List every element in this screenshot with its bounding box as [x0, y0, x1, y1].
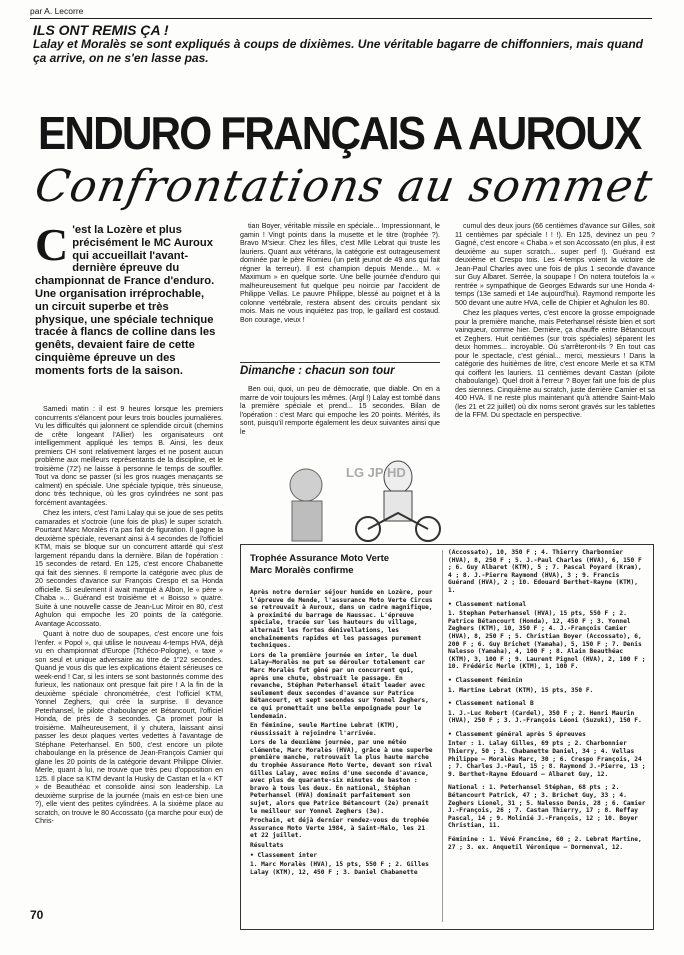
- box-right-text: [448, 549, 648, 853]
- paragraph: Quant à notre duo de soupapes, c'est encore une fois l'enfer. « Popol », qui utilise le nouveau 4-temps HVA, déjà vu en championnat d'Europe (Tchéco-Pologne), « taxe » son seul et unique adversaire au titre de 1"22 secondes. Quand je vous dis que les explications étaient sérieuses ce week-end ! Car, si les inters se sont bastonnés comme des furieux, les nationaux ont presque fait pire ! A la fin de la deuxième spéciale chronométrée, c'est l'officiel KTM, Yonnel Zeghers, qui crée la surprise. Il devance Peterhansel, le pilote chaboulange et Bétancourt, l'officiel Honda, de près de 3 secondes. Ça promet pour la troisième. Malheureusement, il y chutera, laissant ainsi passer les deux plaques vertes vedettes à l'avantage de Stéphane Peterhansel. En 500, c'est encore un pilote chaboulange en la présence de Jean-François Camier qui glane les 20 points de la catégorie devant Philippe Olivier. Merle, quant à lui, ne trouve que très peu d'opposition en 125. Il place sa KTM devant la Husky de Castan et la « KT » de Beauthéac et consolide ainsi son leadership. La deuxième surprise de la journée (mais en est-ce bien une ?), elle vient des petites cylindrées. A la sixième place au scratch, on trouve le 80 Accossato (ça marche pour eux) de Chris-: [35, 630, 223, 825]
- results-text: (Accossato), 10, 350 F ; 4. Thierry Charbonnier (HVA), 8, 250 F ; 5. J.-Paul Charles (HVA), 6, 150 F ; 6. Guy Albaret (KTM), 5 ; 7. Pascal Poyard (Kram), 4 ; 8. J.-Pierre Raymond (HVA), 3 ; 9. Francis Guérand (HVA), 2 ; 10. Edouard Berthet-Rayne (KTM), 1.: [448, 549, 642, 594]
- results-subheading: • Classement national: [448, 600, 527, 608]
- rider-illustration: [268, 455, 450, 543]
- box-divider: [442, 550, 443, 922]
- column-1: [35, 405, 223, 828]
- paragraph: Lors de la deuxième journée, par une météo clémente, Marc Moralès (HVA), grâce à une superbe première manche, retrouvait la plus haute marche du trophée Assurance Moto Verte, devant son rival Gilles Lalay, avec moins d'une seconde d'avance, avec plus de quarante-six minutes de baston : bravo à tous les deux. En national, Stéphan Peterhansel (HVA) dominait parfaitement son sujet, alors que Patrice Bétancourt (2e) prenait le meilleur sur Yonnel Zeghers (3e).: [250, 739, 433, 815]
- box-title: [250, 553, 435, 577]
- byline: par A. Lecorre: [30, 6, 84, 16]
- box-left-text: [250, 589, 435, 878]
- headline: ENDURO FRANÇAIS A AUROUX: [38, 107, 641, 159]
- results-text: 1. J.-Luc Robert (Cardel), 350 F ; 2. Henri Maurin (HVA), 250 F ; 3. J.-François Léoni (Suzuki), 150 F.: [448, 709, 642, 725]
- column-2: [240, 222, 440, 326]
- paragraph: Samedi matin : il est 9 heures lorsque les premiers concurrents s'élancent pour leurs trois boucles journalières. Vu les difficultés qui jalonnent ce splendide circuit (chemins de crête longeant l'Allier) les organisateurs ont intelligemment appliqué les temps B. Ainsi, les deux premiers CH sont relativement larges et ne posent aucun problème aux meilleurs représentants de la discipline, et le troisième (72') ne laisse à personne le temps de souffler. Tout va donc se passer (si les gros nuages menaçants se calment) en spéciale. Une spéciale typique, très sinueuse, donc très technique, où les gros cylindrées ne sont pas forcément avantagées.: [35, 405, 223, 507]
- page-number: 70: [30, 908, 44, 922]
- kicker-title: ILS ONT REMIS ÇA !: [33, 22, 169, 38]
- drop-cap: C: [35, 219, 69, 270]
- subhead: Confrontations au sommet: [31, 161, 657, 212]
- paragraph: Prochain, et déjà dernier rendez-vous du trophée Assurance Moto Verte 1984, à Saint-Malo, les 21 et 22 juillet.: [250, 817, 429, 840]
- kicker-text: Lalay et Moralès se sont expliqués à coups de dixièmes. Une véritable bagarre de chiffonniers, mais quand ça arrive, on ne s'en lasse pas.: [33, 37, 643, 65]
- paragraph: Après notre dernier séjour humide en Lozère, pour l'épreuve de Mende, l'assurance Moto Verte Circus se retrouvait à Auroux, dans un cadre magnifique, à proximité du barrage de Naussac. L'épreuve spéciale, tracée sur les hauteurs du village, alternait les fortes dénivellations, les enchaînements rapides et les passages purement techniques.: [250, 589, 433, 650]
- paragraph: Chez les inters, c'est l'ami Lalay qui se joue de ses petits camarades et s'octroie (une fois de plus) le super scratch. Pourtant Marc Moralès n'a pas fait de figuration. Il gagne la deuxième spéciale, revenant ainsi à 4 secondes de l'officiel KTM, mais se bloque sur un concurrent attardé qui s'est largement répandu dans la dernière. Bilan de l'opération : 15 secondes de retard. En 125, c'est encore Chabanette qui fait des siennes. Il remporte la catégorie avec plus de 20 secondes d'avance sur François Crespo et sa Honda officielle. Si seulement il avait marqué à Albon, le « père » Chaba »... Guérand est troisième et « Boisso » quatre. Suite à une nouvelle casse de Jean-Luc Miroir en 80, c'est Aghulon qui empoche les 20 points de la catégorie. Avantage Accossato.: [35, 509, 223, 628]
- results-text: 1. Martine Lebrat (KTM), 15 pts, 350 F.: [448, 686, 594, 694]
- paragraph: Lors de la première journée en inter, le duel Lalay—Moralès ne put se dérouler totalement car Marc Moralès fut gêné par un concurrent qui, après une chute, obstruait le passage. En revanche, Stéphan Peterhansel était leader avec seulement deux secondes d'avance sur Patrice Bétancourt, et sept secondes sur Yonnel Zeghers, ce qui promettait une belle empoignade pour le lendemain.: [250, 651, 429, 720]
- results-text: Inter : 1. Lalay Gilles, 69 pts ; 2. Charbonnier Thierry, 50 ; 3. Chabanette Daniel, 34 ; 4. Vellas Philippe — Moralès Marc, 30 ; 6. Crespo François, 24 ; 7. Charles J.-Paul, 15 ; 8. Raymond J.-Pierre, 13 ; 9. Berthet-Rayne Edouard — Albaret Guy, 12.: [448, 740, 646, 778]
- results-subheading: • Classement national B: [448, 700, 534, 708]
- rider-photo: [268, 455, 450, 543]
- section-heading: Dimanche : chacun son tour: [240, 362, 440, 377]
- paragraph: Ben oui, quoi, un peu de démocratie, que diable. On en a marre de voir toujours les mêmes. (Argl !) Lalay est tombé dans la première spéciale et prend... 15 secondes. Bilan de l'opération : c'est Marc qui empoche les 20 points. Mérités, ils sont, puisqu'il remporte également les deux suivantes ainsi que le: [240, 385, 440, 436]
- photo-watermark: LG JP HD: [346, 465, 406, 480]
- paragraph: tian Boyer, véritable missile en spéciale... Impressionnant, le gamin ! Vingt points dans la musette et le titre (trophée ?). Bravo M'sieur. Chez les filles, c'est Mlle Lebrat qui truste les lauriers. Quant aux vétérans, la catégorie est outrageusement dominée par le père Romieu (un petit jeunot de 49 ans qui fait régner la terreur). Il est champion depuis Mende... M. « Maximum » en quelque sorte. Une belle journée d'enduro qui malheureusement fut quelque peu noircie par l'accident de Philippe Vellas. Le pauvre Philippe, blessé au poignet et à la colonne vertébrale, restera absent des circuits pendant six mois. Mais ne vous inquiétez pas trop, le gaillard est costaud. Bon courage, vieux !: [240, 222, 440, 324]
- results-text: National : 1. Peterhansel Stéphan, 68 pts ; 2. Bétancourt Patrick, 47 ; 3. Brichet Guy, 33 ; 4. Zeghers Lionel, 31 ; 5. Nalesso Denis, 28 ; 6. Camier J.-François, 26 ; 7. Castan Thierry, 17 ; 8. Reffay Pascal, 14 ; 9. Molinié J.-François, 12 ; 10. Boyer Christian, 11.: [448, 784, 646, 830]
- kicker: [33, 23, 653, 65]
- results-subheading: • Classement général après 5 épreuves: [448, 730, 586, 738]
- paragraph: cumul des deux jours (66 centièmes d'avance sur Gilles, soit 11 centièmes par spéciale ! ! !). En 125, devinez un peu ? Gagné, c'est encore « Chaba » et son Accossato (en plus, il est deuxième au super scratch... super perf !). Guérand est deuxième et Crespo tois. Les 4-temps voient la victoire de Jean-Paul Charles avec une fois de plus 1 seconde d'avance sur Guy Albaret. Serrée, la soupape ! On notera toutefois la « rentrée » sympathique de Georges Edwards sur une Honda 4-temps (13e samedi et 14e aujourd'hui). Raymond remporte les 500 devant une autre HVA, celle de Chipier et Aghulon les 80.: [455, 222, 655, 307]
- lead-text: 'est la Lozère et plus précisément le MC Auroux qui accueillait l'avant-dernière épreuve du championnat de France d'enduro. Une organisation irréprochable, un circuit superbe et très physique, une spéciale technique tracée à flancs de colline dans les genêts, devaient faire de cette cinquième épreuve un des moments forts de la saison.: [35, 224, 216, 377]
- box-title-line2: Marc Moralès confirme: [250, 565, 354, 576]
- lead-paragraph: [35, 219, 220, 378]
- results-subheading: • Classement inter: [250, 851, 318, 859]
- results-heading: Résultats: [250, 842, 284, 849]
- column-3: [455, 222, 655, 422]
- top-rule: [30, 18, 652, 19]
- paragraph: En féminine, seule Martine Lebrat (KTM), réussissait à rejoindre l'arrivée.: [250, 722, 400, 737]
- results-text: Féminine : 1. Vévé Francine, 60 ; 2. Lebrat Martine, 27 ; 3. ex. Anquetil Véronique — Dormenval, 12.: [448, 836, 642, 851]
- results-text: 1. Stephan Peterhansel (HVA), 15 pts, 550 F ; 2. Patrice Bétancourt (Honda), 12, 450 F ; 3. Yonnel Zeghers (KTM), 10, 350 F ; 4. J.-François Camier (HVA), 8, 250 F ; 5. Christian Boyer (Accossato), 6, 200 F ; 6. Guy Brichet (Yamaha), 5, 150 F ; 7. Denis Nalesso (Yamaha), 4, 100 F ; 8. Alain Beauthéac (KTM), 3, 100 F ; 9. Laurent Pignol (HVA), 2, 100 F ; 10. Frédéric Merle (KTM), 1, 100 F.: [448, 610, 646, 671]
- results-text: 1. Marc Moralès (HVA), 15 pts, 550 F ; 2. Gilles Lalay (KTM), 12, 450 F ; 3. Daniel Chabanette: [250, 861, 429, 876]
- box-title-line1: Trophée Assurance Moto Verte: [250, 553, 390, 564]
- column-2-continued: [240, 385, 440, 438]
- paragraph: Chez les plaques vertes, c'est encore la grosse empoignade pour la première manche, mais Peterhansel résiste bien et sort vainqueur, comme hier. Dernière, ça chauffe entre Bétancourt et Zeghers. Huit centièmes (sur trois spéciales) séparent les deux hommes... incroyable. Où s'arrêteront-ils ? En tout cas pour le spectacle, c'est génial... merci, messieurs ! Dans la catégorie des huitièmes de litre, c'est encore Merle et sa KTM qui coiffent les lauriers. 11 centièmes devant Castan (pilote chaboulange). Quel droit à l'erreur ? Boyer fait une fois de plus des siennes. Cinquième au scratch, juste derrière Camier et sa 400 HVA. Il ne reste plus maintenant qu'à attendre Saint-Malo (les 21 et 22 juillet) où dix noms seront gravés sur les tablettes de la FFM. Du spectacle en perspective.: [455, 309, 655, 419]
- results-subheading: • Classement féminin: [448, 676, 523, 684]
